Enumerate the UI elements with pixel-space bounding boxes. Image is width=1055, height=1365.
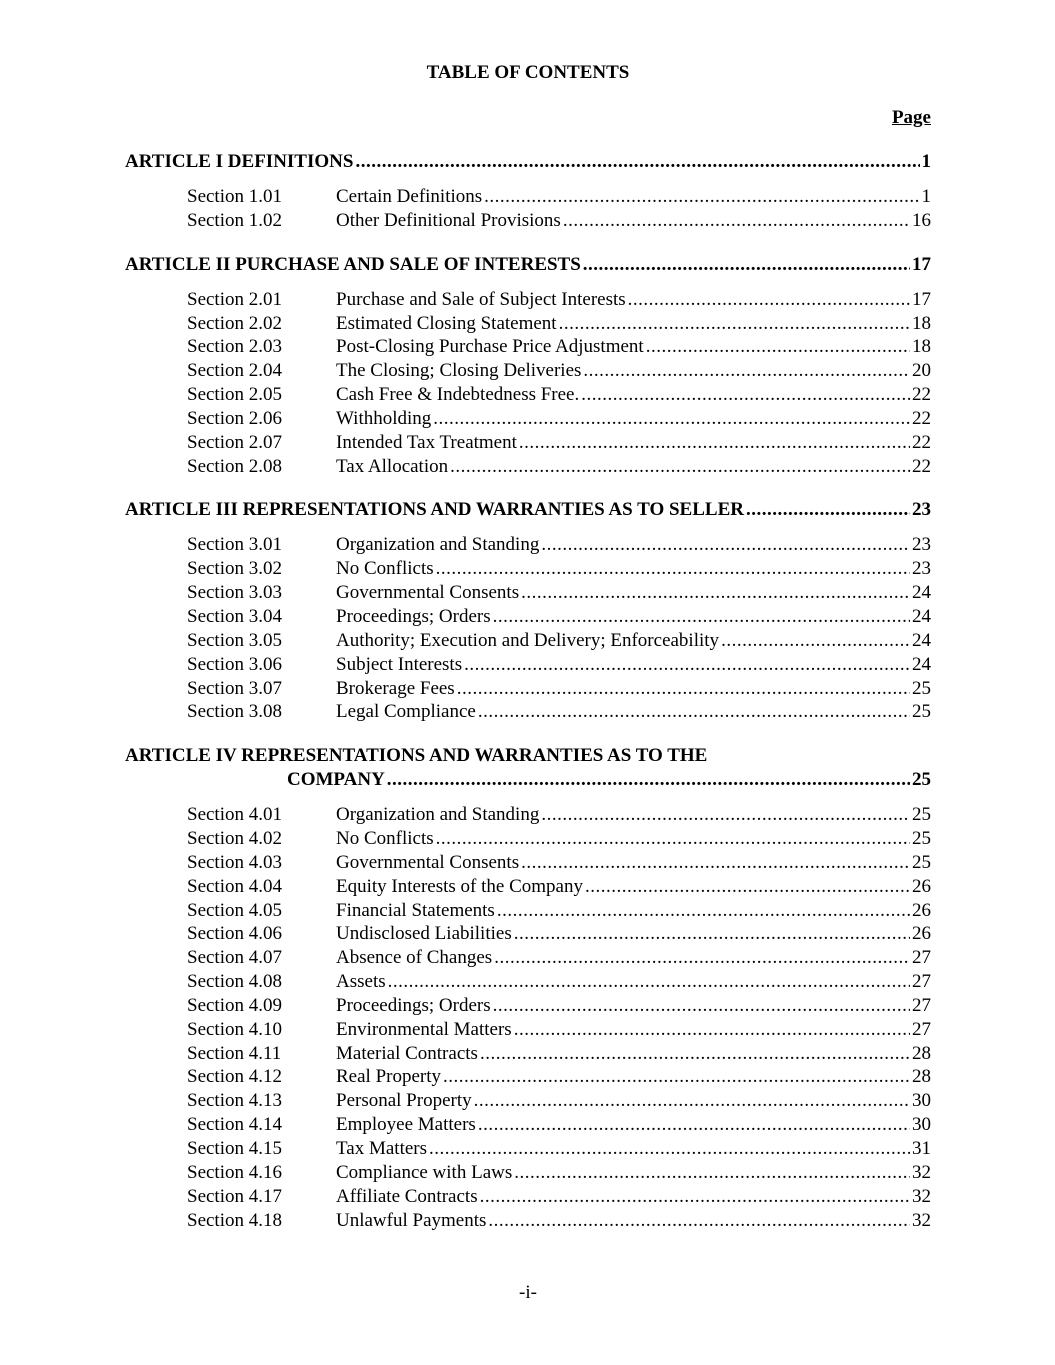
- section-title: Tax Matters: [336, 1138, 428, 1159]
- section-page-number: 23: [912, 558, 931, 580]
- section-page-number: 25: [912, 677, 931, 699]
- section-title: Assets: [336, 971, 386, 993]
- section-title: Affiliate Contracts: [336, 1185, 478, 1207]
- section-title: Environmental Matters: [336, 1018, 512, 1040]
- dot-leader: [457, 677, 910, 701]
- section-title: Proceedings; Orders: [336, 605, 491, 627]
- section-number: Section 3.03: [187, 582, 282, 604]
- section-page-number: 24: [912, 653, 931, 675]
- dot-leader: [541, 803, 910, 827]
- dot-leader: [484, 185, 919, 209]
- section-number: Section 4.08: [187, 971, 282, 993]
- section-page-number: 23: [912, 534, 931, 556]
- section-page-number: 18: [912, 336, 931, 358]
- dot-leader: [464, 653, 910, 677]
- section-page-number: 26: [912, 923, 931, 945]
- toc-article: [125, 150, 931, 233]
- section-title: Governmental Consents: [336, 582, 520, 604]
- section-entry[interactable]: [125, 335, 931, 359]
- section-number: Section 2.08: [187, 455, 282, 477]
- section-page-number: 24: [912, 582, 931, 604]
- section-title: Equity Interests of the Company: [336, 875, 583, 897]
- section-entry[interactable]: [125, 946, 931, 970]
- section-entry[interactable]: [125, 1113, 931, 1137]
- article-page-number: 25: [912, 769, 931, 791]
- section-title: Certain Definitions: [336, 186, 483, 207]
- dot-leader: [436, 557, 910, 581]
- section-number: Section 2.05: [187, 384, 282, 406]
- section-number: Section 4.09: [187, 994, 282, 1016]
- section-page-number: 25: [912, 828, 931, 850]
- section-entry[interactable]: [125, 994, 931, 1018]
- section-entry[interactable]: [125, 653, 931, 677]
- section-page-number: 16: [912, 209, 931, 231]
- section-entry[interactable]: [125, 899, 931, 923]
- section-title: Brokerage Fees: [336, 677, 455, 699]
- section-entry[interactable]: [125, 383, 931, 407]
- dot-leader: [429, 1137, 910, 1161]
- toc-article: [125, 253, 931, 479]
- section-number: Section 4.07: [187, 947, 282, 969]
- section-title: Subject Interests: [336, 653, 463, 675]
- dot-leader: [478, 700, 910, 724]
- section-page-number: 25: [912, 701, 931, 723]
- section-title: No Conflicts: [336, 828, 434, 850]
- section-number: Section 4.11: [187, 1042, 282, 1064]
- dot-leader: [628, 288, 910, 312]
- section-entry[interactable]: [125, 1137, 931, 1161]
- section-entry[interactable]: [125, 970, 931, 994]
- dot-leader: [521, 851, 910, 875]
- dot-leader: [514, 1018, 910, 1042]
- section-page-number: 27: [912, 994, 931, 1016]
- dot-leader: [355, 150, 919, 174]
- section-entry[interactable]: [125, 827, 931, 851]
- section-page-number: 28: [912, 1066, 931, 1088]
- article-heading-text: ARTICLE III REPRESENTATIONS AND WARRANTIES AS TO SELLER: [125, 499, 744, 521]
- section-entry[interactable]: [125, 1161, 931, 1185]
- section-page-number: 24: [912, 629, 931, 651]
- section-page-number: 25: [912, 804, 931, 826]
- section-page-number: 25: [912, 851, 931, 873]
- section-title: Authority; Execution and Delivery; Enforceability: [336, 629, 720, 651]
- section-number: Section 4.18: [187, 1209, 282, 1231]
- section-number: Section 1.02: [187, 209, 282, 231]
- section-title: Unlawful Payments: [336, 1209, 487, 1231]
- article-heading-text: COMPANY: [287, 769, 385, 791]
- article-heading-text: ARTICLE I DEFINITIONS: [125, 151, 354, 172]
- section-entry[interactable]: [125, 875, 931, 899]
- section-entry[interactable]: [125, 605, 931, 629]
- section-number: Section 2.06: [187, 407, 282, 429]
- dot-leader: [433, 407, 910, 431]
- article-page-number: 17: [912, 253, 931, 275]
- section-number: Section 3.01: [187, 534, 282, 556]
- article-heading-line[interactable]: [125, 744, 931, 768]
- section-title: Other Definitional Provisions: [336, 209, 561, 231]
- section-title: Undisclosed Liabilities: [336, 923, 512, 945]
- dot-leader: [474, 1089, 910, 1113]
- dot-leader: [581, 383, 910, 407]
- dot-leader: [488, 1209, 910, 1233]
- section-entry[interactable]: [125, 1018, 931, 1042]
- section-number: Section 3.06: [187, 653, 282, 675]
- section-title: Governmental Consents: [336, 851, 520, 873]
- section-number: Section 4.15: [187, 1138, 282, 1159]
- section-entry[interactable]: [125, 1209, 931, 1233]
- section-title: Material Contracts: [336, 1042, 478, 1064]
- dot-leader: [494, 946, 910, 970]
- section-number: Section 2.02: [187, 312, 282, 334]
- section-title: Absence of Changes: [336, 947, 493, 969]
- dot-leader: [519, 431, 910, 455]
- section-title: Proceedings; Orders: [336, 994, 491, 1016]
- section-number: Section 4.06: [187, 923, 282, 945]
- article-heading-line[interactable]: [125, 768, 931, 792]
- toc-article: [125, 498, 931, 724]
- article-heading-line[interactable]: [125, 498, 931, 522]
- section-title: Personal Property: [336, 1090, 472, 1112]
- section-number: Section 4.02: [187, 828, 282, 850]
- section-title: Estimated Closing Statement: [336, 312, 557, 334]
- dot-leader: [493, 605, 910, 629]
- section-page-number: 22: [912, 455, 931, 477]
- section-title: Legal Compliance: [336, 701, 476, 723]
- article-heading-text: ARTICLE IV REPRESENTATIONS AND WARRANTIES AS TO THE: [125, 745, 708, 767]
- dot-leader: [559, 312, 910, 336]
- section-title: No Conflicts: [336, 558, 434, 580]
- section-list: [125, 288, 931, 479]
- section-entry[interactable]: [125, 557, 931, 581]
- section-entry[interactable]: [125, 312, 931, 336]
- section-number: Section 3.07: [187, 677, 282, 699]
- page-number-footer: -i-: [519, 1282, 537, 1303]
- document-page: [125, 0, 931, 1365]
- section-list: [125, 185, 931, 233]
- dot-leader: [585, 875, 910, 899]
- section-title: Tax Allocation: [336, 455, 449, 477]
- section-title: Post-Closing Purchase Price Adjustment: [336, 336, 644, 358]
- section-number: Section 4.03: [187, 851, 282, 873]
- section-number: Section 1.01: [187, 186, 282, 207]
- section-page-number: 22: [912, 384, 931, 406]
- dot-leader: [721, 629, 910, 653]
- section-title: Cash Free & Indebtedness Free.: [336, 384, 580, 406]
- section-title: Compliance with Laws: [336, 1161, 513, 1183]
- section-page-number: 27: [912, 947, 931, 969]
- article-page-number: 23: [912, 499, 931, 521]
- section-entry[interactable]: [125, 1185, 931, 1209]
- section-number: Section 3.02: [187, 558, 282, 580]
- section-entry[interactable]: [125, 288, 931, 312]
- section-page-number: 32: [912, 1161, 931, 1183]
- section-title: Intended Tax Treatment: [336, 431, 517, 453]
- dot-leader: [387, 768, 910, 792]
- section-title: Organization and Standing: [336, 804, 540, 826]
- section-entry[interactable]: [125, 1089, 931, 1113]
- section-number: Section 4.14: [187, 1114, 282, 1136]
- dot-leader: [646, 335, 910, 359]
- section-page-number: 32: [912, 1209, 931, 1231]
- section-title: Real Property: [336, 1066, 442, 1088]
- section-number: Section 4.12: [187, 1066, 282, 1088]
- section-page-number: 30: [912, 1114, 931, 1136]
- section-entry[interactable]: [125, 581, 931, 605]
- section-number: Section 3.04: [187, 605, 282, 627]
- page-column-header: Page: [891, 107, 931, 128]
- section-number: Section 3.08: [187, 701, 282, 723]
- section-page-number: 27: [912, 971, 931, 993]
- section-page-number: 22: [912, 431, 931, 453]
- section-list: [125, 533, 931, 724]
- section-page-number: 17: [912, 288, 931, 310]
- dot-leader: [493, 994, 910, 1018]
- article-page-number: 1: [921, 151, 931, 172]
- section-entry[interactable]: [125, 359, 931, 383]
- section-entry[interactable]: [125, 185, 931, 209]
- section-title: Withholding: [336, 407, 432, 429]
- section-number: Section 4.17: [187, 1185, 282, 1207]
- section-number: Section 3.05: [187, 629, 282, 651]
- section-entry[interactable]: [125, 922, 931, 946]
- dot-leader: [436, 827, 910, 851]
- section-number: Section 4.01: [187, 804, 282, 826]
- dot-leader: [480, 1042, 910, 1066]
- section-title: Employee Matters: [336, 1114, 476, 1136]
- section-page-number: 32: [912, 1185, 931, 1207]
- section-entry[interactable]: [125, 431, 931, 455]
- section-number: Section 2.03: [187, 336, 282, 358]
- dot-leader: [514, 1161, 910, 1185]
- section-entry[interactable]: [125, 1042, 931, 1066]
- section-page-number: 24: [912, 605, 931, 627]
- section-number: Section 4.10: [187, 1018, 282, 1040]
- section-entry[interactable]: [125, 629, 931, 653]
- dot-leader: [583, 253, 910, 277]
- dot-leader: [450, 455, 910, 479]
- section-page-number: 27: [912, 1018, 931, 1040]
- dot-leader: [583, 359, 910, 383]
- section-page-number: 18: [912, 312, 931, 334]
- dot-leader: [480, 1185, 910, 1209]
- dot-leader: [478, 1113, 910, 1137]
- section-entry[interactable]: [125, 455, 931, 479]
- dot-leader: [443, 1065, 910, 1089]
- section-title: Financial Statements: [336, 899, 495, 921]
- section-title: The Closing; Closing Deliveries: [336, 360, 582, 382]
- section-entry[interactable]: [125, 533, 931, 557]
- section-number: Section 4.16: [187, 1161, 282, 1183]
- section-entry[interactable]: [125, 1065, 931, 1089]
- article-heading-line[interactable]: [125, 150, 931, 174]
- dot-leader: [746, 498, 910, 522]
- table-of-contents: [125, 150, 931, 1232]
- section-entry[interactable]: [125, 851, 931, 875]
- section-number: Section 2.07: [187, 431, 282, 453]
- article-heading-text: ARTICLE II PURCHASE AND SALE OF INTERESTS: [125, 253, 581, 275]
- section-entry[interactable]: [125, 677, 931, 701]
- section-list: [125, 803, 931, 1232]
- section-entry[interactable]: [125, 407, 931, 431]
- dot-leader: [521, 581, 910, 605]
- dot-leader: [541, 533, 910, 557]
- section-title: Purchase and Sale of Subject Interests: [336, 288, 626, 310]
- section-number: Section 4.05: [187, 899, 282, 921]
- section-number: Section 2.04: [187, 360, 282, 382]
- toc-article: [125, 744, 931, 1232]
- section-page-number: 31: [912, 1138, 931, 1159]
- section-page-number: 26: [912, 875, 931, 897]
- dot-leader: [497, 899, 910, 923]
- dot-leader: [563, 209, 910, 233]
- section-number: Section 4.04: [187, 875, 282, 897]
- section-page-number: 26: [912, 899, 931, 921]
- dot-leader: [388, 970, 910, 994]
- toc-title: TABLE OF CONTENTS: [426, 62, 630, 83]
- section-number: Section 2.01: [187, 288, 282, 310]
- section-page-number: 28: [912, 1042, 931, 1064]
- section-number: Section 4.13: [187, 1090, 282, 1112]
- dot-leader: [514, 922, 910, 946]
- section-page-number: 1: [921, 186, 931, 207]
- section-page-number: 22: [912, 407, 931, 429]
- article-heading-line[interactable]: [125, 253, 931, 277]
- section-page-number: 30: [912, 1090, 931, 1112]
- section-page-number: 20: [912, 360, 931, 382]
- section-entry[interactable]: [125, 209, 931, 233]
- section-entry[interactable]: [125, 803, 931, 827]
- section-title: Organization and Standing: [336, 534, 540, 556]
- section-entry[interactable]: [125, 700, 931, 724]
